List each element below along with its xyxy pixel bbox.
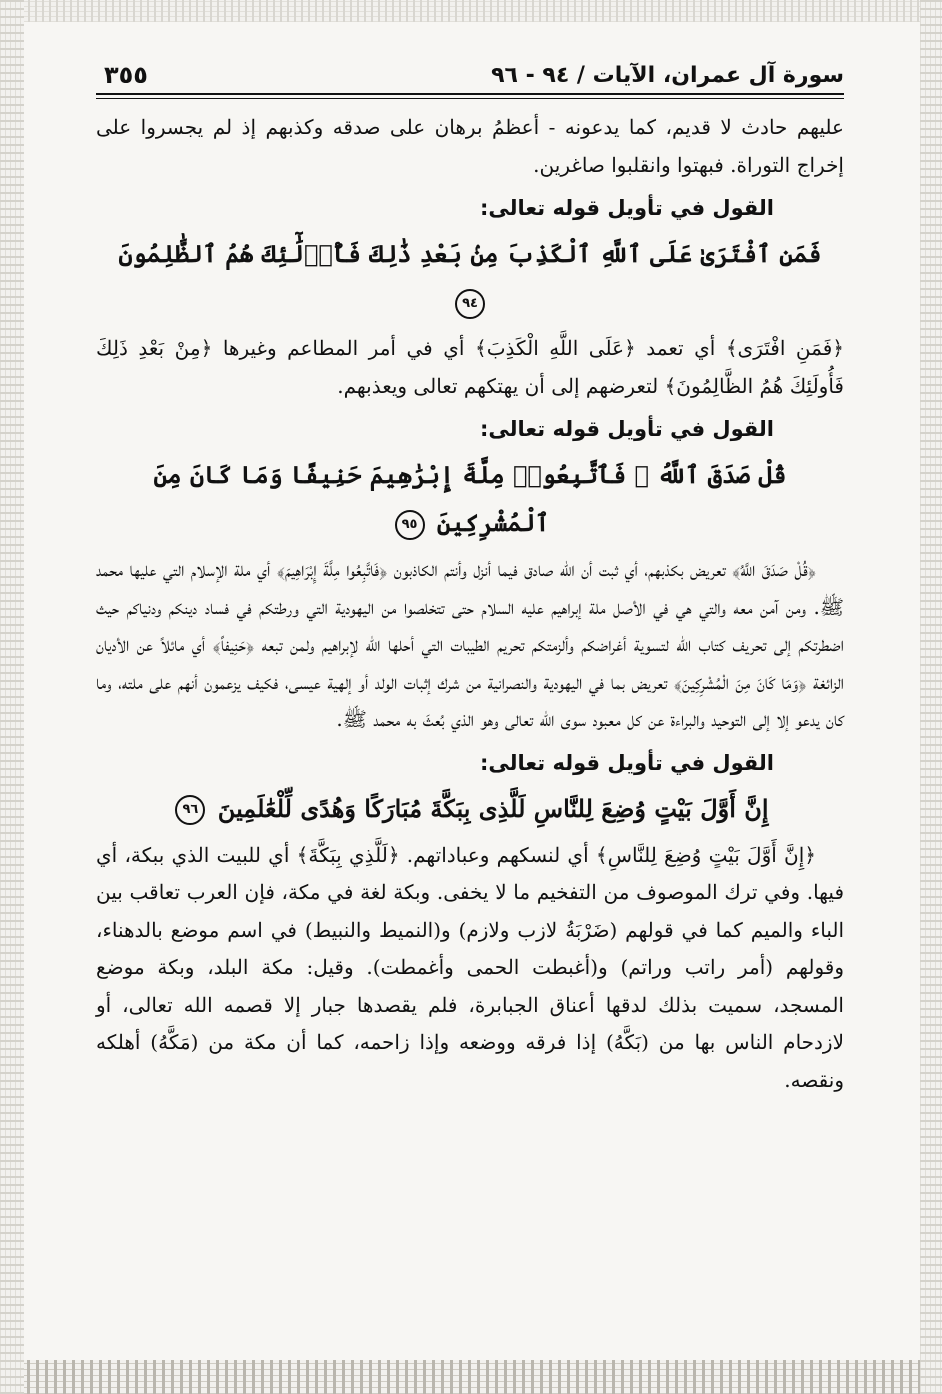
paragraph: ﴿قُلْ صَدَقَ اللَّهُ﴾ تعريض بكذبهم، أي ثبت أن الله صادق فيما أنزل وأنتم الكاذبون ﴿فَاتَّبِعُوا مِلَّةَ إِبْرَاهِيمَ﴾ أي ملة الإسلام التي عليها محمد ﷺ. ومن آمن معه والتي هي في الأصل ملة إبراهيم عليه السلام حتى تتخلصوا من اليهودية التي ورطتكم في فساد دينكم ودنياكم حيث اضطرتكم إلى تحريف كتاب الله لتسوية أغراضكم وألزمتكم تحريم الطيبات التي أحلها الله لإبراهيم ولمن تبعه ﴿حَنِيفاً﴾ أي مائلاً عن الأديان الزائغة ﴿وَمَا كَانَ مِنَ الْمُشْرِكِينَ﴾ تعريض بما في اليهودية والنصرانية من شرك إثبات الولد أو إلهية عيسى، فكيف يزعمون أنهم على ملته، وما كان يدعو إلا إلى التوحيد والبراءة عن كل معبود سوى الله تعالى وهو الذي بُعثَ به محمد ﷺ. xyxy=(96,557,844,731)
quran-verse xyxy=(96,451,844,547)
page-number: ٣٥٥ xyxy=(104,61,148,89)
section-heading: القول في تأويل قوله تعالى: xyxy=(480,196,774,220)
verse-text: قُلْ صَدَقَ ٱللَّهُ ۗ فَٱتَّبِعُوا۟ مِلَّةَ إِبْرَٰهِيمَ حَنِيفًا وَمَا كَانَ مِنَ ٱلْمُشْرِكِينَ xyxy=(153,460,787,537)
quran-verse xyxy=(96,230,844,326)
page-border-bottom xyxy=(0,1360,942,1394)
page-border-left xyxy=(0,0,24,1394)
page-content xyxy=(96,55,844,1345)
quran-verse xyxy=(96,785,844,833)
header-rule xyxy=(96,98,844,99)
verse-number-badge: ٩٤ xyxy=(455,289,485,319)
section-heading: القول في تأويل قوله تعالى: xyxy=(480,417,774,441)
verse-number-badge: ٩٥ xyxy=(395,510,425,540)
page-border-right xyxy=(920,0,942,1394)
running-header xyxy=(96,55,844,95)
verse-text: إِنَّ أَوَّلَ بَيْتٍ وُضِعَ لِلنَّاسِ لَلَّذِى بِبَكَّةَ مُبَارَكًا وَهُدًى لِّلْعَٰلَمِينَ xyxy=(217,793,769,823)
paragraph: ﴿فَمَنِ افْتَرَى﴾ أي تعمد ﴿عَلَى اللَّهِ الْكَذِبَ﴾ أي في أمر المطاعم وغيرها ﴿مِنْ بَعْدِ ذَلِكَ فَأُولَئِكَ هُمُ الظَّالِمُونَ﴾ لتعرضهم إلى أن يهتكهم تعالى ويعذبهم. xyxy=(96,336,844,398)
paragraph: ﴿إِنَّ أَوَّلَ بَيْتٍ وُضِعَ لِلنَّاسِ﴾ أي لنسكهم وعباداتهم. ﴿لَلَّذِي بِبَكَّةَ﴾ أي للبيت الذي ببكة، أي فيها. وفي ترك الموصوف من التفخيم ما لا يخفى. وبكة لغة في مكة، فإن العرب تعاقب بين الباء والميم كما في قولهم (ضَرْبَةُ لازب ولازم) و(النميط والنبيط) في اسم موضع بالدهناء، وقولهم (أمر راتب وراتم) و(أغبطت الحمى وأغمطت). وقيل: مكة البلد، وبكة موضع المسجد، سميت بذلك لدقها أعناق الجبابرة، فلم يقصدها جبار إلا قصمه الله تعالى، أو لازدحام الناس بها من (بَكَّهُ) إذا فرقه ووضعه وإذا زاحمه، كما أن مكة من (مَكَّهُ) أهلكه ونقصه. xyxy=(96,842,844,1092)
paragraph: عليهم حادث لا قديم، كما يدعونه - أعظمُ برهان على صدقه وكذبهم إذ لم يجسروا على إخراج التوراة. فبهتوا وانقلبوا صاغرين. xyxy=(96,115,844,177)
verse-text: فَمَنِ ٱفْتَرَىٰ عَلَى ٱللَّهِ ٱلْكَذِبَ مِنۢ بَعْدِ ذَٰلِكَ فَأُو۟لَٰٓئِكَ هُمُ ٱلظَّٰلِمُونَ xyxy=(118,239,822,268)
page-border-top xyxy=(0,0,942,22)
verse-number-badge: ٩٦ xyxy=(175,795,205,825)
section-heading: القول في تأويل قوله تعالى: xyxy=(480,750,774,775)
running-title: سورة آل عمران، الآيات / ٩٤ - ٩٦ xyxy=(491,63,844,88)
text-body xyxy=(96,109,844,1099)
